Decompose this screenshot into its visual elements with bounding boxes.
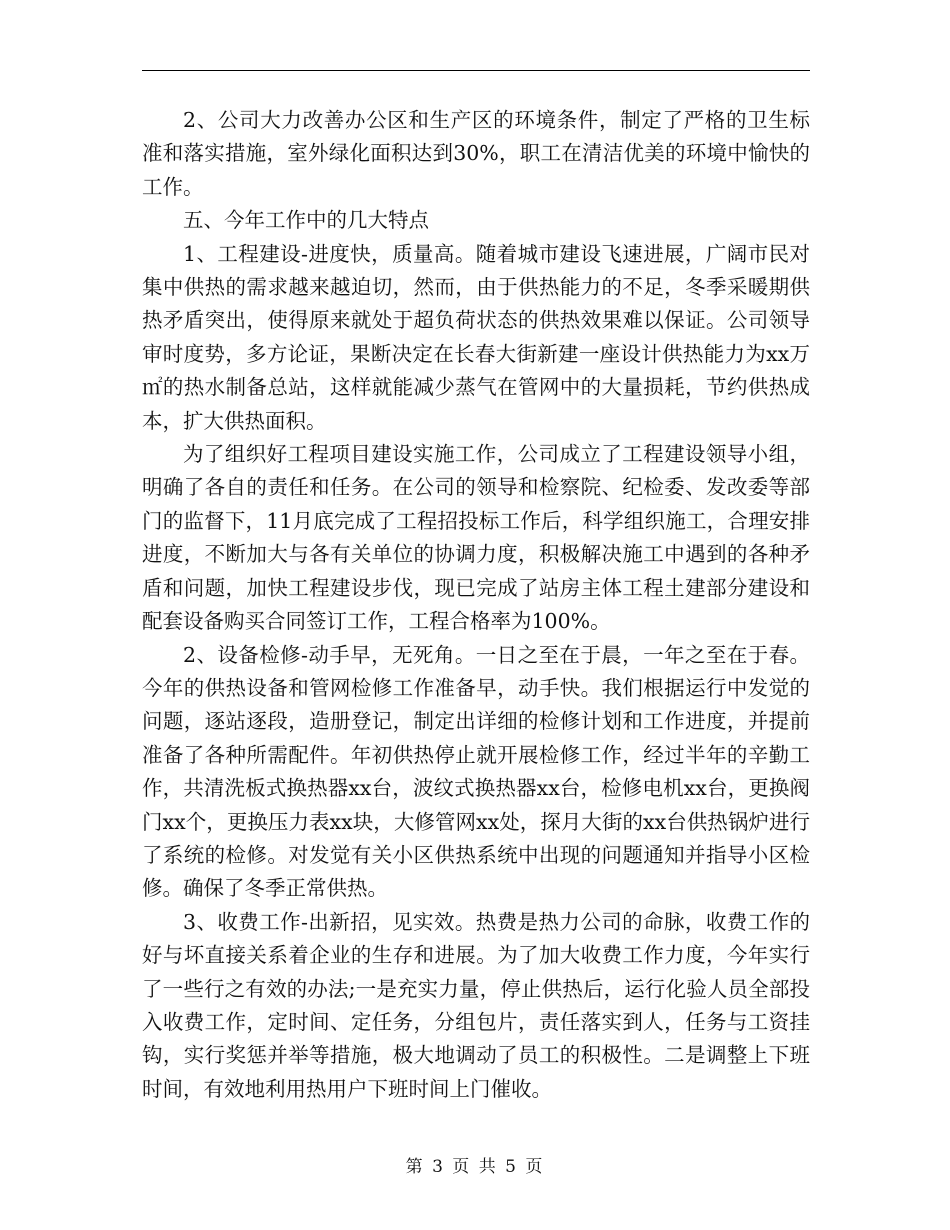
paragraph-environment: 2、公司大力改善办公区和生产区的环境条件，制定了严格的卫生标准和落实措施，室外绿化面积达到30%，职工在清洁优美的环境中愉快的工作。: [142, 108, 810, 199]
page-number-footer: 第 3 页 共 5 页: [405, 1157, 545, 1177]
document-body: [142, 104, 810, 1106]
header-rule: [142, 70, 810, 71]
paragraph-equipment-maintenance: 2、设备检修-动手早，无死角。一日之至在于晨，一年之至在于春。今年的供热设备和管网检修工作准备早，动手快。我们根据运行中发觉的问题，逐站逐段，造册登记，制定出详细的检修计划和工作进度，并提前准备了各种所需配件。年初供热停止就开展检修工作，经过半年的辛勤工作，共清洗板式换热器xx台，波纹式换热器xx台，检修电机xx台，更换阀门xx个，更换压力表xx块，大修管网xx处，探月大街的xx台供热锅炉进行了系统的检修。对发觉有关小区供热系统中出现的问题通知并指导小区检修。确保了冬季正常供热。: [142, 642, 810, 901]
paragraph-project-organization: 为了组织好工程项目建设实施工作，公司成立了工程建设领导小组，明确了各自的责任和任务。在公司的领导和检察院、纪检委、发改委等部门的监督下，11月底完成了工程招投标工作后，科学组织施工，合理安排进度，不断加大与各有关单位的协调力度，积极解决施工中遇到的各种矛盾和问题，加快工程建设步伐，现已完成了站房主体工程土建部分建设和配套设备购买合同签订工作，工程合格率为100%。: [142, 442, 810, 634]
paragraph-fee-collection: 3、收费工作-出新招，见实效。热费是热力公司的命脉，收费工作的好与坏直接关系着企业的生存和进展。为了加大收费工作力度，今年实行了一些行之有效的办法;一是充实力量，停止供热后，运行化验人员全部投入收费工作，定时间、定任务，分组包片，责任落实到人，任务与工资挂钩，实行奖惩并举等措施，极大地调动了员工的积极性。二是调整上下班时间，有效地利用热用户下班时间上门催收。: [142, 909, 810, 1101]
section-heading-features: 五、今年工作中的几大特点: [183, 208, 429, 233]
paragraph-engineering: 1、工程建设-进度快，质量高。随着城市建设飞速进展，广阔市民对集中供热的需求越来越迫切，然而，由于供热能力的不足，冬季采暖期供热矛盾突出，使得原来就处于超负荷状态的供热效果难以保证。公司领导审时度势，多方论证，果断决定在长春大街新建一座设计供热能力为xx万㎡的热水制备总站，这样就能减少蒸气在管网中的大量损耗，节约供热成本，扩大供热面积。: [142, 241, 810, 433]
